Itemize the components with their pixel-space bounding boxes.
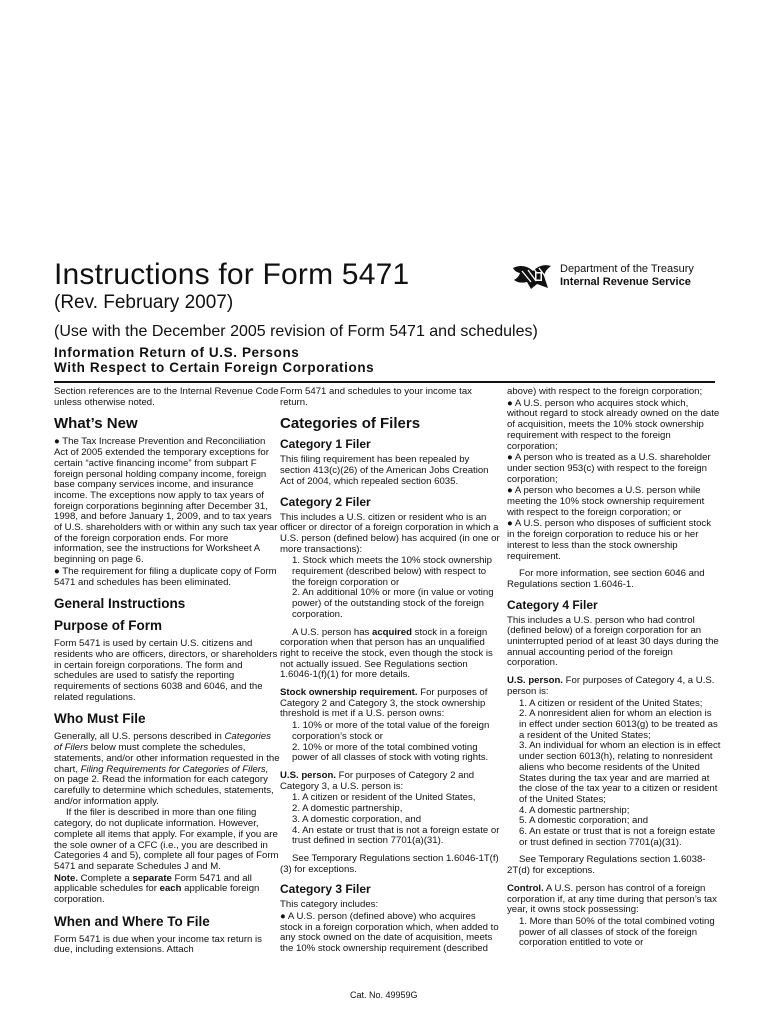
header-divider — [54, 381, 715, 383]
see-temp-regs-text: See Temporary Regulations section 1.6046-1T(f)(3) for exceptions. — [280, 852, 499, 875]
categories-heading: Categories of Filers — [280, 415, 421, 433]
us-person-label: U.S. person. — [507, 675, 563, 687]
list-item: 4. A domestic partnership; — [519, 804, 630, 816]
text-run: A U.S. person has — [292, 626, 370, 638]
text-run: stock in a foreign corporation when that person has an unqualified right to receive the stock, even though the stock is not actually issued. See Regulations section 1.6046-1(f)(1) for more details. — [280, 626, 493, 681]
whats-new-item: ● The requirement for filing a duplicate copy of Form 5471 and schedules has been eliminated. — [54, 565, 277, 588]
category-4-text: This includes a U.S. person who had control (defined below) of a foreign corporation for an uninterrupted period of at least 30 days during the annual accounting period of the foreign corporation. — [507, 614, 719, 669]
continued-text: Form 5471 and schedules to your income tax return. — [280, 386, 472, 408]
list-item: 2. An additional 10% or more (in value or voting power) of the outstanding stock of the foreign corporation. — [292, 587, 494, 620]
who-must-file-heading: Who Must File — [54, 711, 146, 727]
list-item: 5. A domestic corporation; and — [519, 815, 649, 827]
category-2-text: This includes a U.S. citizen or resident who is an officer or director of a foreign corporation in which a U.S. person (defined below) has acquired (in one or more transactions): — [280, 511, 500, 555]
catalog-number: Cat. No. 49959G — [350, 990, 418, 1000]
control-label: Control. — [507, 882, 544, 894]
whats-new-heading: What’s New — [54, 415, 138, 433]
use-with-note: (Use with the December 2005 revision of Form 5471 and schedules) — [54, 323, 538, 340]
list-item: 1. A citizen or resident of the United States, — [292, 792, 476, 804]
us-person-text — [280, 771, 500, 792]
see-temp-regs-text: See Temporary Regulations section 1.6038-2T(d) for exceptions. — [507, 854, 706, 877]
text-run: on page 2. Read the information for each category carefully to determine which schedules, statements, and/or information apply. — [54, 774, 274, 807]
who-must-file-text — [54, 732, 280, 807]
text-run-bold: acquired — [372, 626, 412, 638]
general-instructions-heading: General Instructions — [54, 596, 186, 612]
text-run: Complete a — [80, 872, 130, 884]
list-item: 1. Stock which meets the 10% stock ownership requirement (described below) with respect to the foreign corporation or — [292, 555, 492, 588]
stock-ownership-text — [280, 688, 500, 720]
us-person-text — [507, 676, 721, 697]
category-1-heading: Category 1 Filer — [280, 437, 371, 452]
text-run: A U.S. person has control of a foreign corporation if, at any time during that person’s tax year, it owns stock possessing: — [507, 882, 717, 916]
list-item: 1. A citizen or resident of the United States; — [519, 697, 703, 709]
list-item: 2. A nonresident alien for whom an election is in effect under section 6013(g) to be treated as a resident of the United States; — [519, 708, 718, 741]
stock-ownership-label: Stock ownership requirement. — [280, 687, 418, 699]
categories-of-filers-ref: Categories of Filers — [54, 731, 271, 754]
revision-date: (Rev. February 2007) — [54, 292, 234, 313]
column-1 — [54, 387, 280, 963]
note-label: Note. — [54, 872, 78, 884]
intro-text: Section references are to the Internal Revenue Code unless otherwise noted. — [54, 386, 279, 408]
text-run: Form 5471 and all applicable schedules for — [54, 872, 252, 895]
text-run: For purposes of Category 2 and Category 3, a U.S. person is: — [280, 769, 475, 792]
agency-name — [560, 263, 694, 289]
category-3-heading: Category 3 Filer — [280, 882, 371, 897]
category-4-heading: Category 4 Filer — [507, 597, 598, 612]
acquired-text — [280, 628, 500, 682]
list-item: 3. An individual for whom an election is in effect under section 6013(h), relating to nonresident aliens who become residents of the United States during the tax year and are married at the close of the tax year to a citizen or resident of the United States; — [519, 740, 721, 805]
whats-new-item: ● The Tax Increase Prevention and Reconciliation Act of 2005 extended the temporary exceptions for certain “active financing income” from subpart F foreign personal holding company income, foreign base company services income, and insurance income. The exceptions now apply to tax years of foreign corporations beginning after December 31, 1998, and before January 1, 2009, and to tax years of U.S. shareholders with or within any such tax year of the foreign corporation ends. For more information, see the instructions for Worksheet A beginning on page 6. — [54, 436, 278, 566]
who-must-file-text-2: If the filer is described in more than one filing category, do not duplicate information. However, complete all items that apply. For example, if you are the sole owner of a CFC (i.e., you are described in Categories 4 and 5), complete all four pages of Form 5471 and separate Schedules J and M. — [54, 807, 279, 872]
list-item: 4. An estate or trust that is not a foreign estate or trust defined in section 7701(a)(31). — [292, 824, 500, 847]
us-person-label: U.S. person. — [280, 769, 336, 781]
category-3-bullet: ● A person who is treated as a U.S. shareholder under section 953(c) with respect to the foreign corporation; — [507, 452, 711, 485]
text-run: below must complete the schedules, statements, and/or other information requested in the chart, — [54, 742, 280, 775]
category-3-bullet: ● A U.S. person who disposes of sufficient stock in the foreign corporation to reduce his or her interest to less than the stock ownership requirement. — [507, 518, 711, 562]
continued-text: above) with respect to the foreign corporation; — [507, 386, 703, 397]
filing-requirements-ref: Filing Requirements for Categories of Filers, — [80, 763, 269, 775]
purpose-text: Form 5471 is used by certain U.S. citizens and residents who are officers, directors, or shareholders in certain foreign corporations. The form and schedules are used to satisfy the reporting requirements of sections 6038 and 6046, and the related regulations. — [54, 638, 278, 703]
when-where-heading: When and Where To File — [54, 913, 210, 929]
text-run: For purposes of Category 4, a U.S. person is: — [507, 675, 715, 697]
category-1-text: This filing requirement has been repealed by section 413(c)(26) of the American Jobs Creation Act of 2004, which repealed section 6035. — [280, 454, 489, 487]
subtitle-line-1: Information Return of U.S. Persons — [54, 345, 300, 360]
internal-revenue-service: Internal Revenue Service — [560, 276, 691, 288]
document-title: Instructions for Form 5471 — [54, 258, 410, 291]
more-info-text: For more information, see section 6046 and Regulations section 1.6046-1. — [507, 568, 705, 590]
category-2-heading: Category 2 Filer — [280, 494, 371, 509]
purpose-of-form-heading: Purpose of Form — [54, 618, 163, 634]
category-3-bullet: ● A person who becomes a U.S. person while meeting the 10% stock ownership requirement with respect to the foreign corporation; or — [507, 485, 705, 518]
department-of-treasury: Department of the Treasury — [560, 263, 694, 275]
form-subtitle — [54, 345, 374, 375]
list-item: 3. A domestic corporation, and — [292, 813, 422, 825]
column-2 — [280, 387, 500, 962]
list-item: 6. An estate or trust that is not a foreign estate or trust defined in section 7701(a)(31). — [519, 826, 716, 848]
list-item: 2. 10% or more of the total combined voting power of all classes of stock with voting rights. — [292, 741, 489, 764]
text-run: applicable foreign corporation. — [54, 883, 260, 906]
text-run-bold: each — [159, 883, 182, 895]
list-item: 1. More than 50% of the total combined voting power of all classes of stock of the foreign corporation entitled to vote or — [519, 915, 715, 949]
category-3-bullet: ● A U.S. person who acquires stock which, without regard to stock already owned on the date of acquisition, meets the 10% stock ownership requirement with respect to the foreign corporation; — [507, 397, 720, 452]
irs-eagle-logo-icon — [511, 262, 553, 290]
category-3-text: This category includes: — [280, 899, 379, 911]
list-item: 1. 10% or more of the total value of the foreign corporation’s stock or — [292, 720, 490, 742]
subtitle-line-2: With Respect to Certain Foreign Corporations — [54, 360, 375, 375]
when-where-text: Form 5471 is due when your income tax return is due, including extensions. Attach — [54, 933, 262, 956]
column-3 — [507, 387, 721, 949]
text-run: Generally, all U.S. persons described in — [54, 731, 222, 743]
text-run: For purposes of Category 2 and Category 3, the stock ownership threshold is met if a U.S. person owns: — [280, 687, 488, 720]
note-text — [54, 874, 280, 906]
category-3-bullet: ● A U.S. person (defined above) who acquires stock in a foreign corporation which, when added to any stock owned on the date of acquisition, meets the 10% stock ownership requirement (described — [280, 911, 499, 955]
list-item: 2. A domestic partnership, — [292, 803, 403, 815]
control-text — [507, 884, 721, 916]
text-run-bold: separate — [132, 872, 172, 884]
